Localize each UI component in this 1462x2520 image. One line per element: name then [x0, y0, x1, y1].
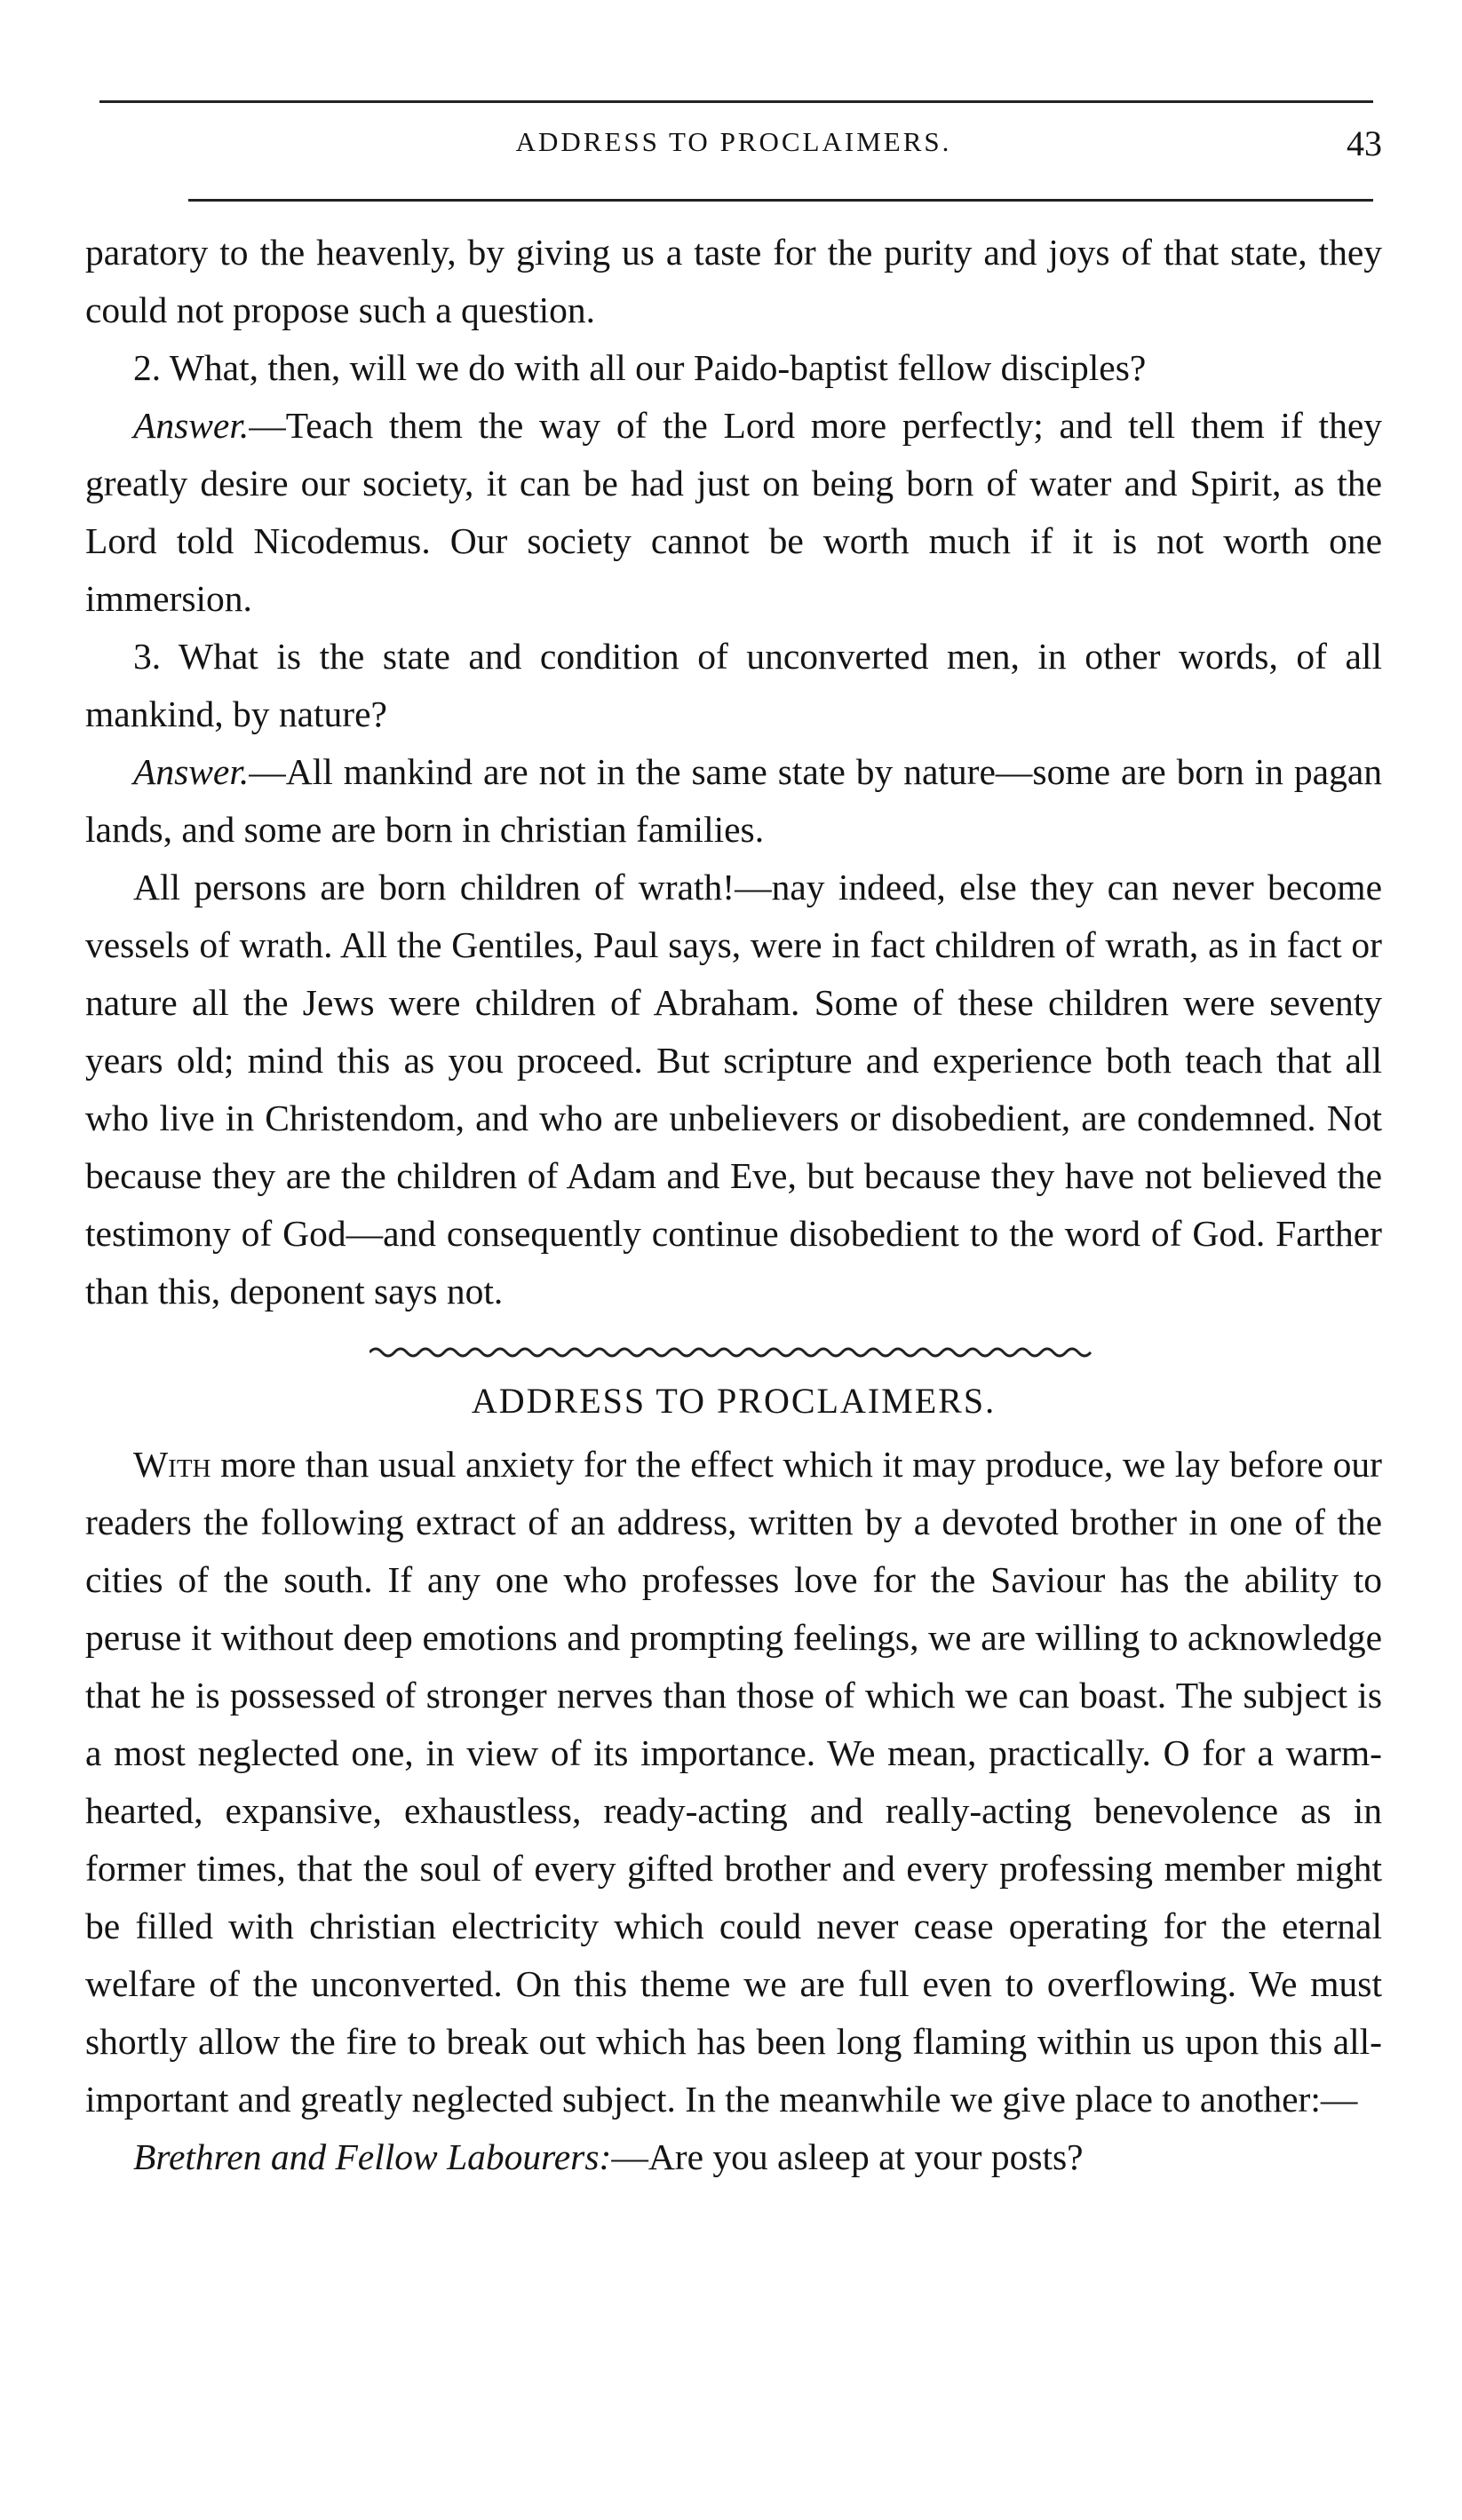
- lead-word: With: [133, 1444, 211, 1485]
- answer-2-text: —Teach them the way of the Lord more perfectly; and tell them if they greatly desire our society, it can be had just on being born of water and Spirit, as the Lord told Nicodemus. Our society cannot be worth much if it is not worth one immersion.: [85, 405, 1382, 619]
- address-opening-text: —Are you asleep at your posts?: [611, 2136, 1084, 2177]
- intro-paragraph: [85, 1436, 1382, 2128]
- answer-2: [85, 397, 1382, 628]
- intro-text: more than usual anxiety for the effect which it may produce, we lay before our readers the following extract of an address, written by a devoted brother in one of the cities of the south. If any one who professes love for the Saviour has the ability to peruse it without deep emotions and prompting feelings, we are willing to acknowledge that he is possessed of stronger nerves than those of which we can boast. The subject is a most neglected one, in view of its importance. We mean, practically. O for a warm-hearted, expansive, exhaustless, ready-acting and really-acting benevolence as in former times, that the soul of every gifted brother and every professing member might be filled with christian electricity which could never cease operating for the eternal welfare of the unconverted. On this theme we are full even to overflowing. We must shortly allow the fire to break out which has been long flaming within us upon this all-important and greatly neglected subject. In the meanwhile we give place to another:—: [85, 1444, 1382, 2120]
- running-title: ADDRESS TO PROCLAIMERS.: [515, 126, 952, 157]
- wavy-divider: [369, 1343, 1098, 1361]
- wrath-paragraph: All persons are born children of wrath!—nay indeed, else they can never become vessels of wrath. All the Gentiles, Paul says, were in fact children of wrath, as in fact or nature all the Jews were children of Abraham. Some of these children were seventy years old; mind this as you proceed. But scripture and experience both teach that all who live in Christendom, and who are unbelievers or disobedient, are condemned. Not because they are the children of Adam and Eve, but because they have not believed the testimony of God—and consequently continue disobedient to the word of God. Farther than this, deponent says not.: [85, 867, 1382, 1312]
- answer-label: Answer.: [133, 405, 250, 446]
- question-3: 3. What is the state and condition of unconverted men, in other words, of all mankind, by nature?: [85, 636, 1382, 734]
- page-body: [85, 224, 1382, 2186]
- continued-paragraph: paratory to the heavenly, by giving us a taste for the purity and joys of that state, they could not propose such a question.: [85, 232, 1382, 330]
- header-top-rule: [99, 100, 1373, 103]
- answer-3: [85, 743, 1382, 859]
- answer-label: Answer.: [133, 751, 250, 792]
- salutation: Brethren and Fellow Labourers:: [133, 2136, 612, 2177]
- answer-3-text: —All mankind are not in the same state by nature—some are born in pagan lands, and some are born in christian families.: [85, 751, 1382, 850]
- running-head: [85, 123, 1382, 176]
- address-opening: [85, 2128, 1382, 2186]
- section-title: ADDRESS TO PROCLAIMERS.: [471, 1381, 997, 1421]
- header-bottom-rule: [188, 199, 1373, 202]
- page-number: 43: [1347, 123, 1382, 163]
- question-2: 2. What, then, will we do with all our Paido-baptist fellow disciples?: [133, 347, 1147, 388]
